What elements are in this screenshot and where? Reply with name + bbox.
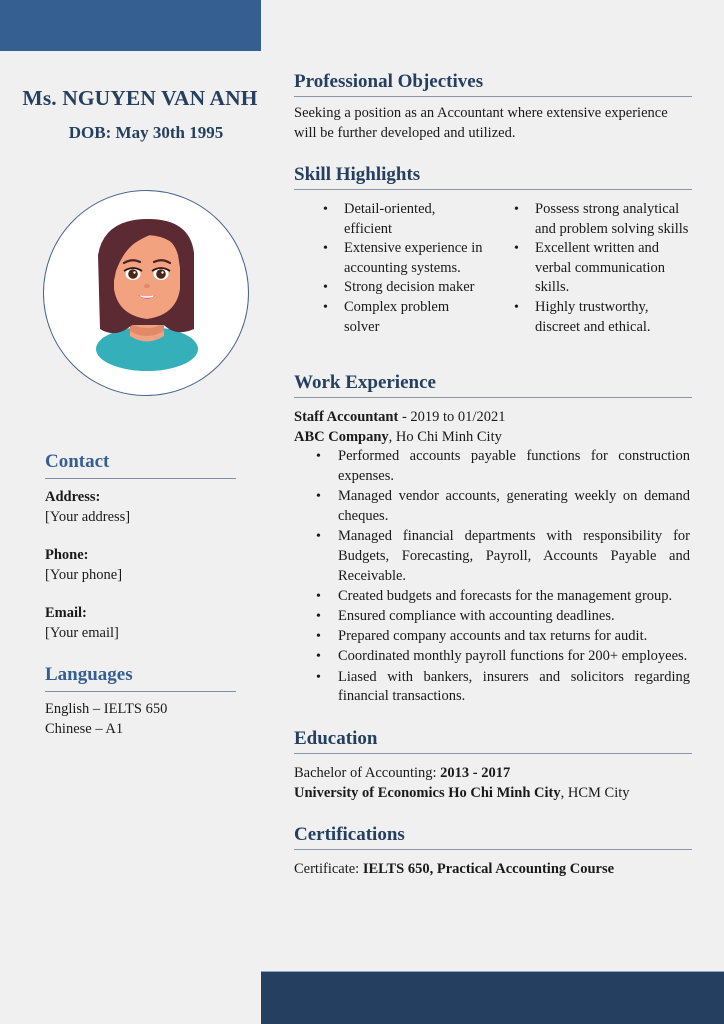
objectives-heading: Professional Objectives [294,71,692,97]
degree-line [294,763,692,783]
duty-item: • Ensured compliance with accounting deadlines. [338,607,690,627]
skills-list-left [344,200,484,337]
certifications-heading: Certifications [294,824,692,850]
languages-list [45,699,167,739]
duty-item: • Prepared company accounts and tax returns for audit. [338,627,690,647]
email-label: Email: [45,605,87,621]
contact-address [45,487,130,527]
school-location: , HCM City [560,785,630,801]
company-name: ABC Company [294,429,389,445]
skill-item: • Strong decision maker [344,278,484,298]
avatar [43,190,249,396]
date-of-birth: DOB: May 30th 1995 [68,123,224,142]
bottom-accent-bar [261,971,724,1024]
education-heading: Education [294,728,692,754]
certificate-label: Certificate: [294,861,363,877]
languages-heading: Languages [45,664,236,692]
email-value: [Your email] [45,625,119,641]
company-location: , Ho Chi Minh City [388,429,502,445]
skill-item: • Possess strong analytical and problem solving skills [535,200,695,239]
certificate-value: IELTS 650, Practical Accounting Course [362,861,615,877]
work-heading: Work Experience [294,372,692,398]
school-name: University of Economics Ho Chi Minh City [294,785,561,801]
skill-item: • Excellent written and verbal communication skills. [535,239,695,298]
duty-item: • Created budgets and forecasts for the management group. [338,587,690,607]
duty-item: • Managed vendor accounts, generating weekly on demand cheques. [338,487,690,527]
skills-list-right [535,200,695,337]
duty-item: • Managed financial departments with responsibility for Budgets, Forecasting, Payroll, Accounts Payable and Receivable. [338,527,690,586]
phone-label: Phone: [45,547,89,563]
company-line [294,427,692,447]
woman-avatar-icon [44,191,249,396]
address-value: [Your address] [45,509,131,525]
duty-item: • Performed accounts payable functions for construction expenses. [338,447,690,487]
skill-item: • Highly trustworthy, discreet and ethical. [535,298,695,337]
degree-years: 2013 - 2017 [440,765,511,781]
contact-email [45,603,119,643]
skill-item: • Extensive experience in accounting systems. [344,239,484,278]
contact-phone [45,545,122,585]
candidate-name: Ms. NGUYEN VAN ANH [22,86,258,110]
duty-item: • Coordinated monthly payroll functions for 200+ employees. [338,647,690,667]
school-line [294,783,692,803]
skill-item: • Detail-oriented, efficient [344,200,484,239]
language-item: Chinese – A1 [45,721,124,737]
job-title: Staff Accountant [294,409,399,425]
degree-label: Bachelor of Accounting: [294,765,441,781]
certificate-line [294,859,692,879]
skills-heading: Skill Highlights [294,164,692,190]
address-label: Address: [45,489,101,505]
job-period: - 2019 to 01/2021 [398,409,506,425]
skill-item: • Complex problem solver [344,298,484,337]
language-item: English – IELTS 650 [45,701,168,717]
work-duties-list [338,447,690,707]
job-title-line [294,407,692,427]
phone-value: [Your phone] [45,567,123,583]
objectives-text: Seeking a position as an Accountant where extensive experience will be further developed and utilized. [294,105,668,141]
contact-heading: Contact [45,451,236,479]
top-accent-bar [0,0,261,51]
duty-item: • Liased with bankers, insurers and solicitors regarding financial transactions. [338,668,690,708]
